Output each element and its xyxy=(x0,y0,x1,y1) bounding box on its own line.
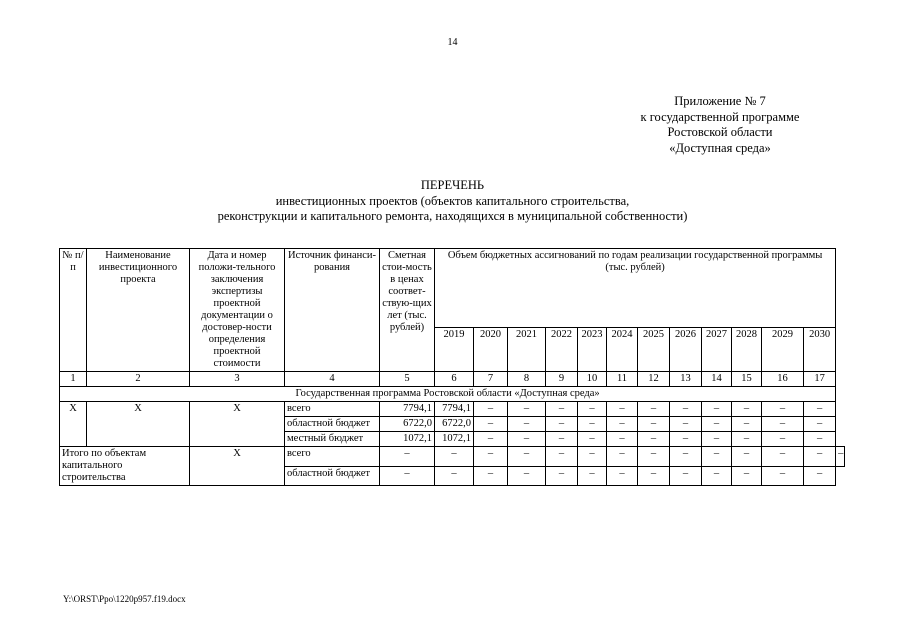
cell-num: Х xyxy=(60,402,87,447)
cell-dash: – xyxy=(380,447,435,467)
cell-dash: – xyxy=(435,466,474,486)
cell-dash: – xyxy=(508,447,546,467)
table-row xyxy=(60,447,845,467)
cell-dash: – xyxy=(546,466,578,486)
cell-dash: – xyxy=(732,402,762,417)
cell-dash: – xyxy=(607,447,638,467)
cell-dash: – xyxy=(474,432,508,447)
cell-cost: 1072,1 xyxy=(380,432,435,447)
cell-dash: – xyxy=(546,402,578,417)
column-number: 16 xyxy=(762,372,804,387)
cell-source: областной бюджет xyxy=(285,466,380,486)
cell-dash: – xyxy=(607,466,638,486)
cell-dash: – xyxy=(546,432,578,447)
program-title: Государственная программа Ростовской области «Доступная среда» xyxy=(60,387,836,402)
column-number-row xyxy=(60,372,845,387)
column-number: 3 xyxy=(190,372,285,387)
cell-dash: – xyxy=(836,447,845,467)
cell-dash: – xyxy=(474,402,508,417)
cell-dash: – xyxy=(732,466,762,486)
cell-dash: – xyxy=(702,402,732,417)
column-number: 14 xyxy=(702,372,732,387)
cell-dash: – xyxy=(762,432,804,447)
cell-dash: – xyxy=(474,466,508,486)
cell-dash: – xyxy=(702,447,732,467)
cell-dash: – xyxy=(762,447,804,467)
column-number: 7 xyxy=(474,372,508,387)
footer-filepath: Y:\ORST\Ppo\1220p957.f19.docx xyxy=(63,594,186,604)
cell-dash: – xyxy=(508,417,546,432)
header-year: 2024 xyxy=(607,328,638,372)
header-date: Дата и номер положи-тельного заключения экспертизы проектной документации о достовер-ности определения проектной стоимости xyxy=(190,249,285,372)
cell-dash: – xyxy=(578,466,607,486)
cell-source: областной бюджет xyxy=(285,417,380,432)
cell-dash: – xyxy=(804,432,836,447)
column-number: 17 xyxy=(804,372,836,387)
header-year: 2023 xyxy=(578,328,607,372)
cell-dash: – xyxy=(670,466,702,486)
cell-dash: – xyxy=(702,417,732,432)
cell-2019: 7794,1 xyxy=(435,402,474,417)
header-year: 2020 xyxy=(474,328,508,372)
cell-dash: – xyxy=(670,432,702,447)
cell-dash: – xyxy=(804,466,836,486)
cell-dash: – xyxy=(607,417,638,432)
cell-dash: – xyxy=(762,417,804,432)
cell-dash: – xyxy=(804,417,836,432)
cell-dash: – xyxy=(435,447,474,467)
cell-cost: 6722,0 xyxy=(380,417,435,432)
column-number: 6 xyxy=(435,372,474,387)
header-year: 2028 xyxy=(732,328,762,372)
cell-cost: 7794,1 xyxy=(380,402,435,417)
header-year: 2021 xyxy=(508,328,546,372)
cell-source: местный бюджет xyxy=(285,432,380,447)
cell-dash: – xyxy=(578,402,607,417)
cell-name: Х xyxy=(87,402,190,447)
appendix-line: Приложение № 7 xyxy=(674,94,766,108)
cell-dash: – xyxy=(474,447,508,467)
cell-dash: – xyxy=(508,432,546,447)
header-num: № п/п xyxy=(60,249,87,372)
appendix-line: «Доступная среда» xyxy=(669,140,771,155)
title-line: инвестиционных проектов (объектов капитального строительства, xyxy=(275,193,630,208)
header-name: Наименование инвестиционного проекта xyxy=(87,249,190,372)
cell-dash: – xyxy=(732,417,762,432)
document-title xyxy=(0,178,905,225)
column-number: 10 xyxy=(578,372,607,387)
cell-date: Х xyxy=(190,402,285,447)
header-year: 2025 xyxy=(638,328,670,372)
cell-2019: 6722,0 xyxy=(435,417,474,432)
cell-date: Х xyxy=(190,447,285,486)
cell-dash: – xyxy=(702,432,732,447)
header-row xyxy=(60,249,845,328)
header-cost: Сметная стои-мость в ценах соответ-ствую-щих лет (тыс. рублей) xyxy=(380,249,435,372)
cell-dash: – xyxy=(804,447,836,467)
header-year: 2019 xyxy=(435,328,474,372)
page-number: 14 xyxy=(447,37,458,48)
cell-dash: – xyxy=(578,432,607,447)
header-year: 2030 xyxy=(804,328,836,372)
cell-dash: – xyxy=(508,466,546,486)
column-number: 11 xyxy=(607,372,638,387)
cell-dash: – xyxy=(638,466,670,486)
cell-dash: – xyxy=(702,466,732,486)
column-number: 5 xyxy=(380,372,435,387)
cell-dash: – xyxy=(607,432,638,447)
cell-dash: – xyxy=(508,402,546,417)
appendix-block xyxy=(600,94,840,156)
table-row xyxy=(60,402,845,417)
cell-dash: – xyxy=(804,402,836,417)
cell-dash: – xyxy=(638,447,670,467)
cell-2019: 1072,1 xyxy=(435,432,474,447)
column-number: 12 xyxy=(638,372,670,387)
appendix-line: Ростовской области xyxy=(667,125,773,139)
cell-dash: – xyxy=(546,417,578,432)
title-line: реконструкции и капитального ремонта, находящихся в муниципальной собственности) xyxy=(217,209,688,223)
cell-dash: – xyxy=(670,417,702,432)
cell-dash: – xyxy=(578,417,607,432)
header-year: 2026 xyxy=(670,328,702,372)
cell-source: всего xyxy=(285,402,380,417)
column-number: 2 xyxy=(87,372,190,387)
cell-dash: – xyxy=(670,402,702,417)
cell-dash: – xyxy=(380,466,435,486)
cell-dash: – xyxy=(638,432,670,447)
cell-dash: – xyxy=(670,447,702,467)
cell-source: всего xyxy=(285,447,380,467)
cell-dash: – xyxy=(762,402,804,417)
column-number: 9 xyxy=(546,372,578,387)
header-year: 2027 xyxy=(702,328,732,372)
cell-dash: – xyxy=(474,417,508,432)
cell-dash: – xyxy=(638,402,670,417)
column-number: 15 xyxy=(732,372,762,387)
cell-dash: – xyxy=(732,447,762,467)
cell-dash: – xyxy=(762,466,804,486)
column-number: 8 xyxy=(508,372,546,387)
cell-dash: – xyxy=(578,447,607,467)
cell-dash: – xyxy=(546,447,578,467)
title-line: ПЕРЕЧЕНЬ xyxy=(420,178,485,192)
header-year: 2022 xyxy=(546,328,578,372)
column-number: 1 xyxy=(60,372,87,387)
appendix-line: к государственной программе xyxy=(640,109,800,124)
investment-projects-table xyxy=(59,248,845,486)
column-number: 4 xyxy=(285,372,380,387)
column-number: 13 xyxy=(670,372,702,387)
cell-dash: – xyxy=(732,432,762,447)
cell-dash: – xyxy=(638,417,670,432)
header-volume: Объем бюджетных ассигнований по годам реализации государственной программы (тыс. рублей) xyxy=(435,249,836,328)
program-row xyxy=(60,387,845,402)
cell-total-label: Итого по объектам капитального строительства xyxy=(60,447,190,486)
header-year: 2029 xyxy=(762,328,804,372)
header-source: Источник финанси-рования xyxy=(285,249,380,372)
cell-dash: – xyxy=(607,402,638,417)
